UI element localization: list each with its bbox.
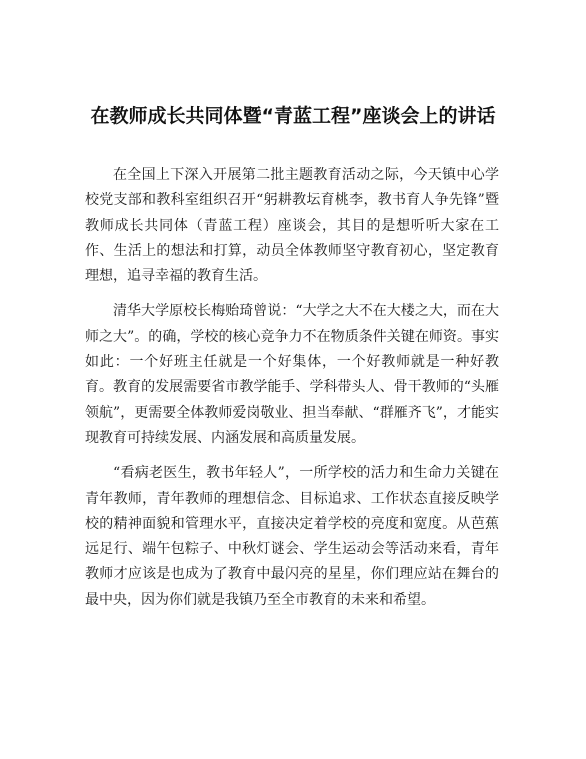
document-title: 在教师成长共同体暨“青蓝工程”座谈会上的讲话 [90, 105, 496, 127]
paragraph-3: “看病老医生，教书年轻人”，一所学校的活力和生命力关键在青年教师，青年教师的理想信念、目标追求、工作状态直接反映学校的精神面貌和管理水平，直接决定着学校的亮度和宽度。从芭蕉远足行、端午包粽子、中秋灯谜会、学生运动会等活动来看，青年教师才应该是也成为了教育中最闪亮的星星，你们理应站在舞台的最中央，因为你们就是我镇乃至全市教育的未来和希望。 [85, 465, 499, 608]
paragraph-1: 在全国上下深入开展第二批主题教育活动之际，今天镇中心学校党支部和教科室组织召开“躬耕教坛育桃李，教书育人争先锋”暨教师成长共同体（青蓝工程）座谈会，其目的是想听听大家在工作、生活上的想法和打算，动员全体教师坚守教育初心，坚定教育理想，追寻幸福的教育生活。 [85, 167, 499, 285]
document-body [85, 163, 499, 613]
paragraph-2: 清华大学原校长梅贻琦曾说：“大学之大不在大楼之大，而在大师之大”。的确，学校的核心竞争力不在物质条件关键在师资。事实如此：一个好班主任就是一个好集体，一个好教师就是一种好教育。教育的发展需要省市教学能手、学科带头人、骨干教师的“头雁领航”，更需要全体教师爱岗敬业、担当奉献、“群雁齐飞”，才能实现教育可持续发展、内涵发展和高质量发展。 [85, 303, 499, 446]
